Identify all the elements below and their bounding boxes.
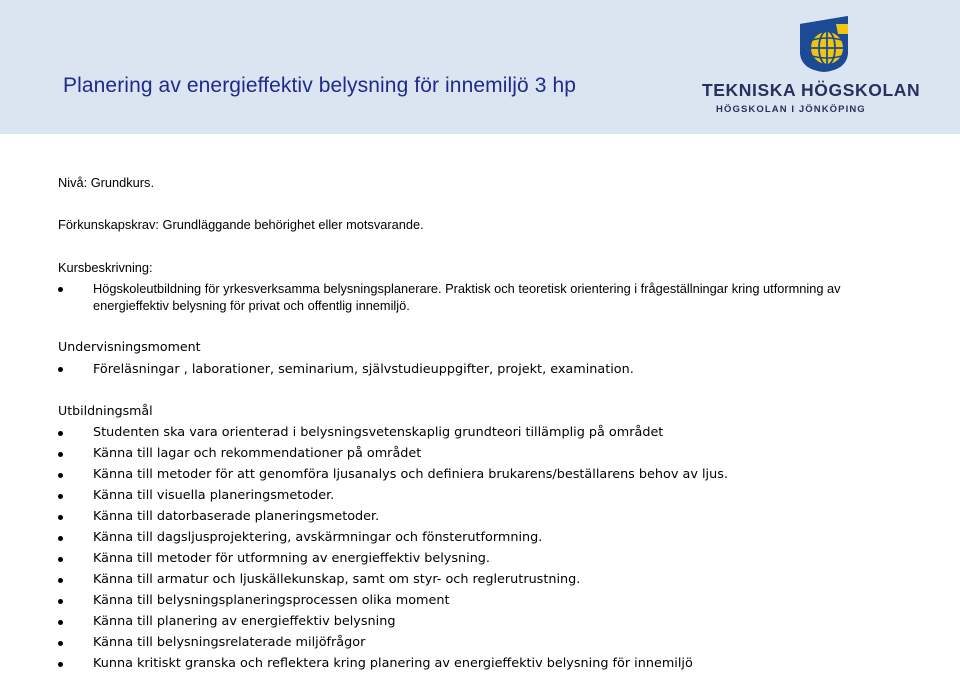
bullet-icon bbox=[58, 557, 63, 562]
bullet-icon bbox=[58, 367, 63, 372]
list-item-text: Känna till belysningsplaneringsprocessen olika moment bbox=[93, 593, 450, 608]
list-item-text: Känna till metoder för utformning av energieffektiv belysning. bbox=[93, 551, 490, 566]
learning-goals-heading: Utbildningsmål bbox=[58, 403, 153, 418]
list-item-text: Föreläsningar , laborationer, seminarium, självstudieuppgifter, projekt, examination. bbox=[93, 362, 634, 377]
bullet-icon bbox=[58, 641, 63, 646]
university-logo bbox=[700, 14, 940, 124]
list-item-text: Känna till visuella planeringsmetoder. bbox=[93, 488, 335, 503]
list-item-text: Känna till belysningsrelaterade miljöfrågor bbox=[93, 635, 366, 650]
bullet-icon bbox=[58, 620, 63, 625]
course-description-heading: Kursbeskrivning: bbox=[58, 260, 153, 275]
globe-emblem-icon bbox=[794, 14, 856, 74]
list-item-text: Känna till metoder för att genomföra ljusanalys och definiera brukarens/beställarens behov av ljus. bbox=[93, 467, 728, 482]
list-item-text: Studenten ska vara orienterad i belysningsvetenskaplig grundteori tillämplig på området bbox=[93, 425, 664, 440]
bullet-icon bbox=[58, 473, 63, 478]
list-item-text: Kunna kritiskt granska och reflektera kring planering av energieffektiv belysning för innemiljö bbox=[93, 656, 693, 671]
list-item-text: Högskoleutbildning för yrkesverksamma belysningsplanerare. Praktisk och teoretisk orientering i frågeställningar kring utformning av energieffektiv belysning för privat och offentlig innemiljö. bbox=[93, 281, 841, 313]
bullet-icon bbox=[58, 452, 63, 457]
bullet-icon bbox=[58, 494, 63, 499]
logo-text-sub: HÖGSKOLAN I JÖNKÖPING bbox=[716, 104, 866, 115]
bullet-icon bbox=[58, 662, 63, 667]
bullet-icon bbox=[58, 515, 63, 520]
level-text: Nivå: Grundkurs. bbox=[58, 175, 155, 190]
list-item-text: Känna till dagsljusprojektering, avskärmningar och fönsterutformning. bbox=[93, 530, 543, 545]
bullet-icon bbox=[58, 287, 63, 292]
page-title: Planering av energieffektiv belysning för innemiljö 3 hp bbox=[63, 74, 577, 97]
list-item-text: Känna till lagar och rekommendationer på området bbox=[93, 446, 422, 461]
logo-text-main: TEKNISKA HÖGSKOLAN bbox=[702, 80, 921, 100]
teaching-heading: Undervisningsmoment bbox=[58, 339, 201, 354]
bullet-icon bbox=[58, 431, 63, 436]
bullet-icon bbox=[58, 536, 63, 541]
list-item-text: Känna till armatur och ljuskällekunskap, samt om styr- och reglerutrustning. bbox=[93, 572, 581, 587]
list-item-text: Känna till datorbaserade planeringsmetoder. bbox=[93, 509, 380, 524]
bullet-icon bbox=[58, 599, 63, 604]
prerequisites-text: Förkunskapskrav: Grundläggande behörighet eller motsvarande. bbox=[58, 217, 424, 232]
list-item-text: Känna till planering av energieffektiv belysning bbox=[93, 614, 396, 629]
bullet-icon bbox=[58, 578, 63, 583]
header-banner bbox=[0, 0, 960, 134]
